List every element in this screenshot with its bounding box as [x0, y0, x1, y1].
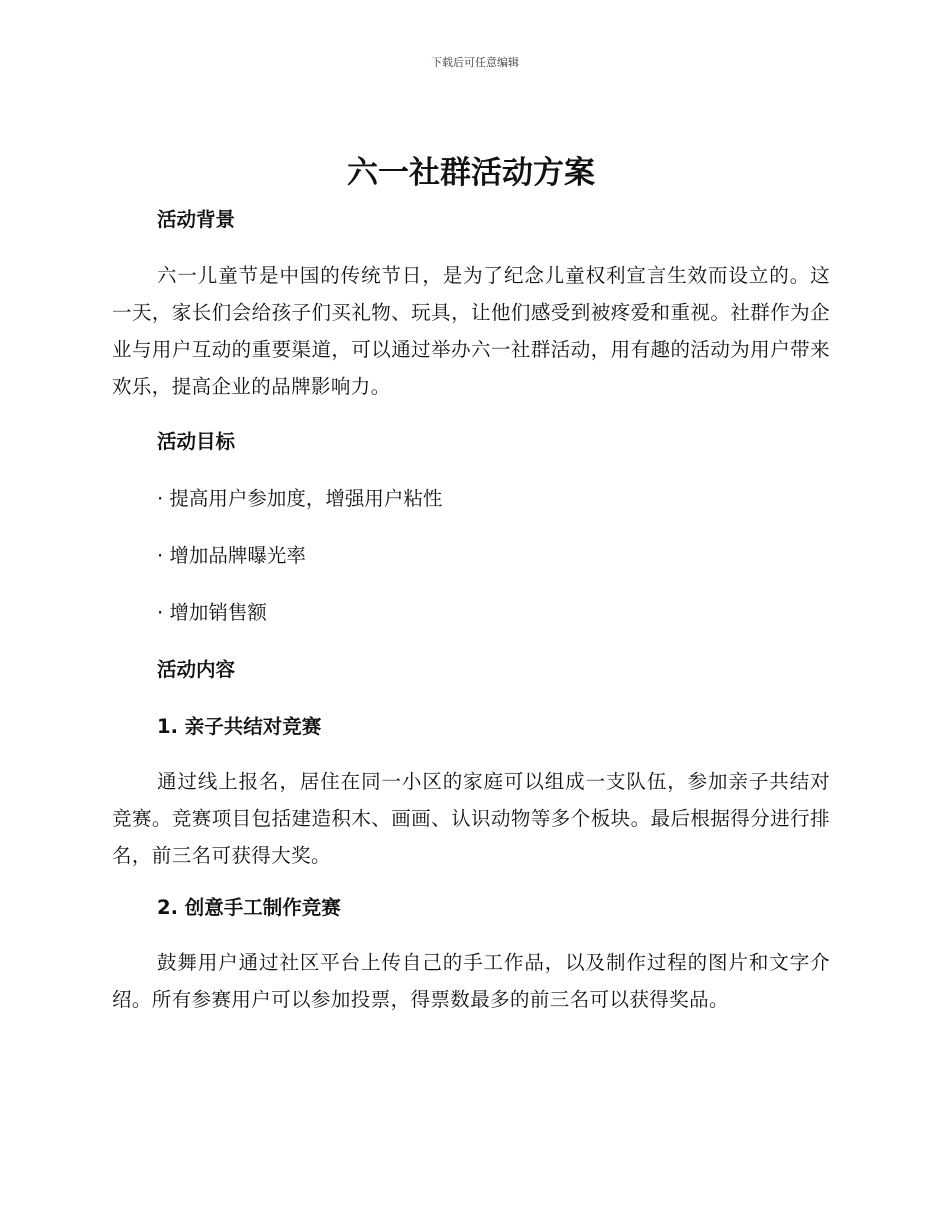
document-body [112, 148, 830, 1018]
document-title: 六一社群活动方案 [347, 155, 595, 191]
goals-heading: 活动目标 [157, 430, 236, 453]
activity-paragraph: 通过线上报名，居住在同一小区的家庭可以组成一支队伍，参加亲子共结对竞赛。竞赛项目包括建造积木、画画、认识动物等多个板块。最后根据得分进行排名，前三名可获得大奖。 [112, 770, 830, 867]
goal-item: · 增加销售额 [157, 601, 267, 624]
content-heading: 活动内容 [157, 658, 236, 681]
background-paragraph: 六一儿童节是中国的传统节日，是为了纪念儿童权利宣言生效而设立的。这一天，家长们会给孩子们买礼物、玩具，让他们感受到被疼爱和重视。社群作为企业与用户互动的重要渠道，可以通过举办六一社群活动，用有趣的活动为用户带来欢乐，提高企业的品牌影响力。 [112, 264, 830, 398]
background-heading: 活动背景 [157, 208, 236, 231]
activity-heading: 2. 创意手工制作竞赛 [157, 896, 341, 919]
goal-item: · 增加品牌曝光率 [157, 544, 306, 567]
activity-paragraph: 鼓舞用户通过社区平台上传自己的手工作品，以及制作过程的图片和文字介绍。所有参赛用户可以参加投票，得票数最多的前三名可以获得奖品。 [112, 951, 830, 1011]
activity-heading: 1. 亲子共结对竞赛 [157, 715, 322, 738]
goal-item: · 提高用户参加度，增强用户粘性 [157, 487, 443, 510]
header-note: 下载后可任意编辑 [431, 56, 519, 69]
